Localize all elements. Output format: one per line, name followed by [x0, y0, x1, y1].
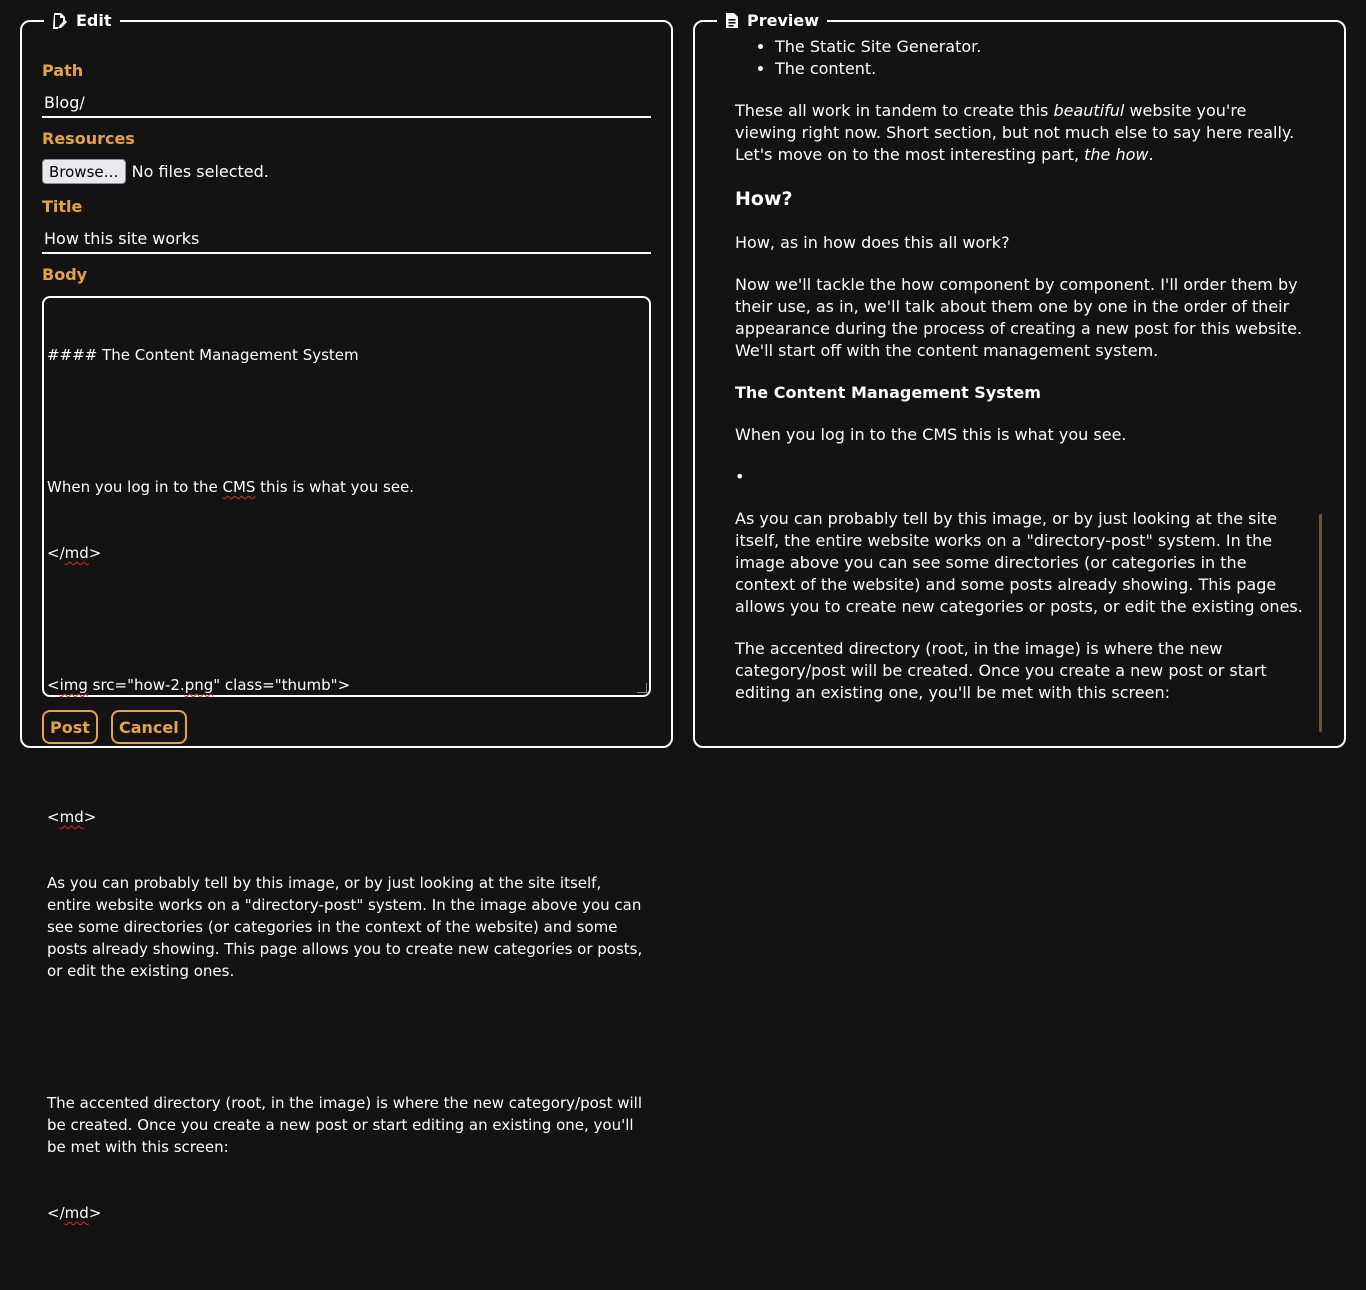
how-paragraph: How, as in how does this all work?: [735, 233, 1010, 252]
intro-paragraph: [735, 100, 1303, 166]
body-line: [47, 1026, 646, 1048]
body-line: As you can probably tell by this image, or by just looking at the site itself, entire website works on a "directory-post" system. In the image above you can see some directories (or categories in the context of the website) and some posts already showing. This page allows you to create new categories or posts, or edit the existing ones.: [47, 874, 648, 980]
edit-panel: [20, 11, 673, 1222]
preview-scrollbar[interactable]: [1319, 514, 1322, 732]
path-label: Path: [42, 61, 84, 80]
preview-legend: [717, 11, 827, 30]
document-icon: [725, 12, 739, 29]
components-paragraph: Now we'll tackle the how component by component. I'll order them by their use, as in, we'll talk about them one by one in the order of their appearance during the process of creating a new post for this website. We'll start off with the content management system.: [735, 275, 1303, 360]
body-line: [47, 608, 646, 630]
intro-text-b: website you're viewing right now. Short section, but not much else to say here really. Let's move on to the most interesting part,: [735, 101, 1295, 164]
post-button[interactable]: Post: [42, 710, 98, 744]
preview-legend-label: Preview: [747, 11, 820, 30]
edit-legend-label: Edit: [76, 11, 112, 30]
resources-label: Resources: [42, 129, 135, 148]
body-line: The accented directory (root, in the image) is where the new category/post will be created. Once you create a new post or start editing an existing one, you'll be met with this screen:: [47, 1094, 647, 1156]
body-line: [47, 410, 646, 432]
directory-paragraph: As you can probably tell by this image, or by just looking at the site itself, the entire website works on a "directory-post" system. In the image above you can see some directories (or categories in the context of the website) and some posts already showing. This page allows you to create new categories or posts, or edit the existing ones.: [735, 509, 1303, 616]
edit-legend: [44, 11, 120, 30]
body-line: <md>: [47, 808, 97, 826]
list-item: • The Static Site Generator.: [775, 36, 1303, 58]
how-heading: How?: [735, 188, 793, 210]
resize-grip-icon[interactable]: [637, 683, 647, 693]
title-input[interactable]: [42, 224, 651, 254]
cms-paragraph: When you log in to the CMS this is what you see.: [735, 425, 1127, 444]
cancel-button[interactable]: Cancel: [111, 710, 187, 744]
accented-paragraph: The accented directory (root, in the image) is where the new category/post will be created. Once you create a new post or start editing an existing one, you'll be met with this screen:: [735, 639, 1267, 702]
title-label: Title: [42, 197, 83, 216]
component-list: [735, 36, 1303, 80]
body-label: Body: [42, 265, 88, 284]
intro-emphasis: beautiful: [1053, 101, 1125, 120]
list-item: • The content.: [775, 58, 1303, 80]
preview-content: [735, 36, 1303, 724]
intro-text-c: .: [1148, 145, 1154, 164]
intro-text-a: These all work in tandem to create this: [735, 101, 1054, 120]
browse-button[interactable]: Browse…: [42, 159, 126, 184]
intro-emphasis-how: the how: [1084, 145, 1149, 164]
body-line: When you log in to the CMS this is what you see.: [47, 478, 415, 496]
file-status: No files selected.: [131, 162, 269, 181]
preview-scroll-area[interactable]: [695, 37, 1344, 750]
edit-document-icon: [52, 12, 68, 29]
body-line: <img src="how-2.png" class="thumb">: [47, 676, 351, 694]
preview-panel: [693, 11, 1346, 748]
cms-heading: The Content Management System: [735, 383, 1041, 402]
empty-list: [735, 466, 1303, 488]
resources-file-picker: [42, 159, 269, 184]
body-line: </md>: [47, 1204, 102, 1222]
path-input[interactable]: [42, 88, 651, 118]
body-line: #### The Content Management System: [47, 346, 359, 364]
body-line: </md>: [47, 544, 102, 562]
empty-list-item: •: [735, 467, 745, 486]
